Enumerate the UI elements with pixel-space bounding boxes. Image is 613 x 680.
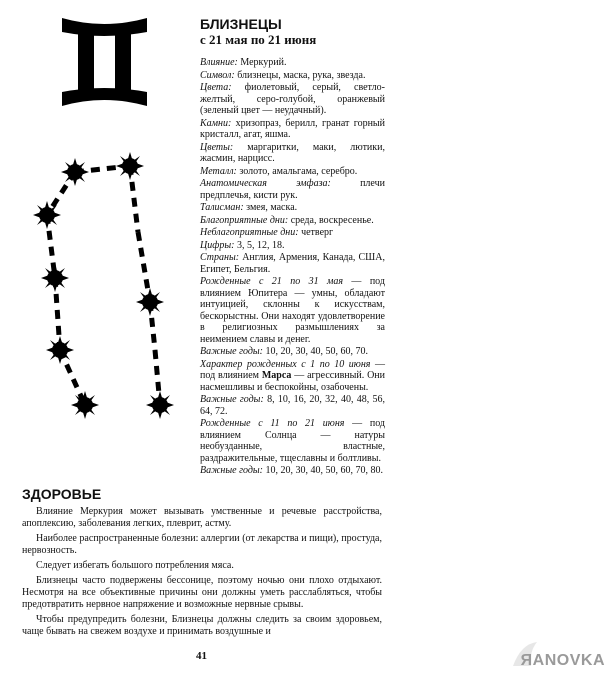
info-entry: Камни: хризопраз, берилл, гранат горный кристалл, агат, яшма. [200, 117, 385, 140]
info-entry: Талисман: змея, маска. [200, 202, 298, 213]
info-entry: Цвета: фиолетовый, серый, светло-желтый, серо-голубой, оранжевый (зеленый цвет — неудачный). [200, 82, 385, 116]
paragraph: Наиболее распространенные болезни: аллергии (от лекарства и пищи), простуда, нервозность. [22, 533, 382, 556]
star-icon [146, 391, 174, 419]
info-entry: Неблагоприятные дни: четверг [200, 227, 334, 238]
info-entry: Символ: близнецы, маска, рука, звезда. [200, 69, 366, 81]
paragraph: Чтобы предупредить болезни, Близнецы должны следить за своим здоровьем, чаще бывать на свежем воздухе и принимать воздушные и [22, 614, 382, 637]
section-title-health: ЗДОРОВЬЕ [22, 486, 102, 502]
gemini-constellation [30, 150, 190, 440]
watermark: ЯANOVKA [520, 652, 605, 669]
health-text [22, 506, 382, 641]
info-entry: Влияние: Меркурий. [200, 57, 287, 68]
paragraph: Влияние Меркурия может вызывать умственные и речевые расстройства, апоплексию, заболевания легких, плеврит, астму. [22, 506, 382, 529]
star-icon [71, 391, 99, 419]
sign-title: БЛИЗНЕЦЫ [200, 16, 282, 32]
star-icon [61, 158, 89, 186]
info-entry: Рожденные с 11 по 21 июня — под влиянием Солнца — натуры необузданные, властные, раздражительные, тщеславны и болтливы. [200, 418, 385, 464]
info-entry: Цифры: 3, 5, 12, 18. [200, 239, 285, 251]
star-icon [33, 201, 61, 229]
info-entry: Важные годы: 8, 10, 16, 20, 32, 40, 48, 56, 64, 72. [200, 394, 386, 417]
info-entry: Страны: Англия, Армения, Канада, США, Египет, Бельгия. [200, 252, 385, 275]
paragraph: Близнецы часто подвержены бессонице, поэтому ночью они плохо отдыхают. Несмотря на все объективные причины они должны уметь расслабляться, чтобы предотвратить нервное напряжение и возможные нервные срывы. [22, 575, 382, 610]
star-icon [41, 264, 69, 292]
info-entry: Металл: золото, амальгама, серебро. [200, 165, 358, 177]
info-entry: Рожденные с 21 по 31 мая — под влиянием Юпитера — умны, обладают интуицией, склонны к искусствам, бескорыстны. Они находят удовлетворение в религиозных размышлениях за неимением славы и денег. [200, 276, 385, 345]
paragraph: Следует избегать большого потребления мяса. [36, 560, 234, 571]
sign-dates: с 21 мая по 21 июня [200, 32, 317, 47]
star-icon [116, 152, 144, 180]
sign-info [200, 16, 385, 478]
star-icon [46, 336, 74, 364]
gemini-zodiac-icon [62, 18, 147, 106]
info-entry: Цветы: маргаритки, маки, лютики, жасмин, нарцисс. [200, 141, 385, 164]
info-entry: Благоприятные дни: среда, воскресенье. [200, 214, 374, 226]
info-entry: Анатомическая эмфаза: плечи предплечья, кисти рук. [200, 178, 385, 201]
info-entry: Важные годы: 10, 20, 30, 40, 50, 60, 70, 80. [200, 465, 384, 476]
page-number: 41 [196, 650, 207, 662]
info-entry: Характер рожденных с 1 по 10 июня — под влиянием Марса — агрессивный. Они насмешливы и беспокойны, озабочены. [200, 358, 386, 393]
star-icon [136, 288, 164, 316]
info-entry: Важные годы: 10, 20, 30, 40, 50, 60, 70. [200, 346, 369, 357]
